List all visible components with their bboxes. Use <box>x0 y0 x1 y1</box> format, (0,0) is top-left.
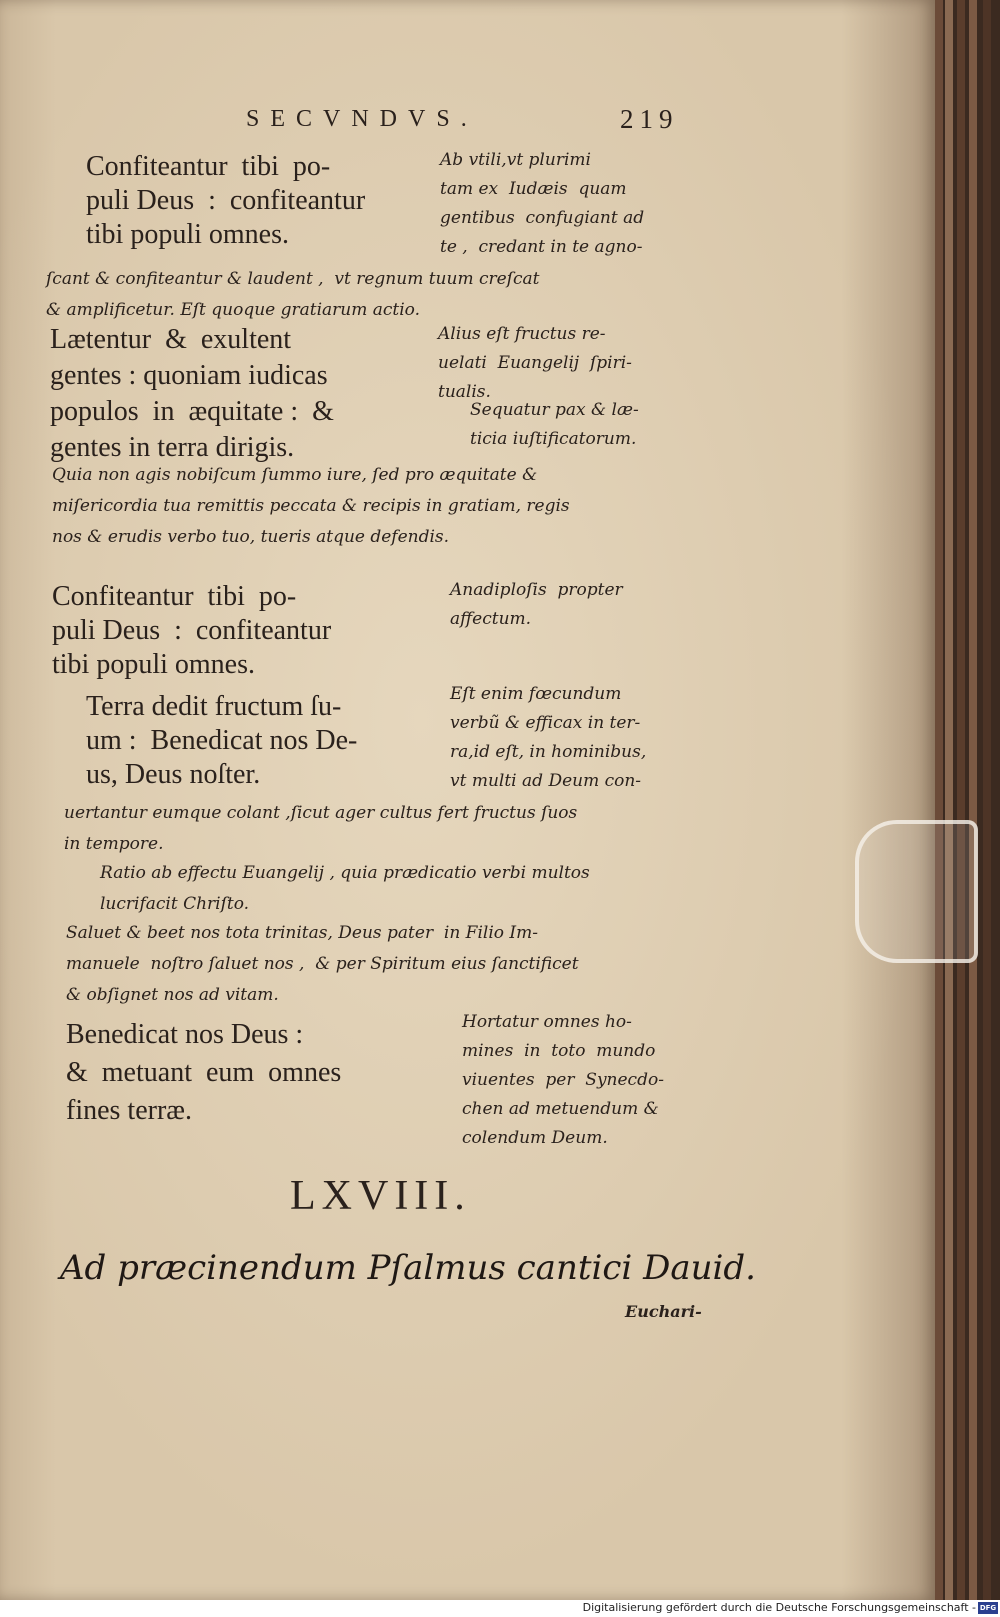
funding-credit: Digitalisierung gefördert durch die Deutsche Forschungsgemeinschaft - <box>582 1601 976 1614</box>
verse-4-paragraph-2: Ratio ab effectu Euangelij , quia prædicatio verbi multos lucrifacit Chriſto. <box>100 863 590 914</box>
book-edge <box>983 0 991 1600</box>
verse-1-note-continued: ſcant & confiteantur & laudent , vt regnum tuum creſcat & amplificetur. Eſt quoque gratiarum actio. <box>46 269 540 320</box>
page-number: 219 <box>620 104 679 134</box>
running-title: SECVNDVS. <box>246 106 478 132</box>
dfg-logo: DFG <box>979 1604 997 1612</box>
catchword: Euchari- <box>625 1302 702 1321</box>
verse-3-text: Confiteantur tibi po- puli Deus : confiteantur tibi populi omnes. <box>52 581 332 680</box>
verse-2-note-continued: Quia non agis nobiſcum ſummo iure, ſed pro æquitate & miſericordia tua remittis peccata & recipis in gratiam, regis nos & erudis verbo tuo, tueris atque defendis. <box>52 465 570 547</box>
page-clip <box>855 820 978 963</box>
verse-4-paragraph-3: Saluet & beet nos tota trinitas, Deus pater in Filio Im- manuele noſtro ſaluet nos , & per Spiritum eius ſanctificet & obſignet nos ad vitam. <box>66 923 579 1005</box>
book-edge <box>969 0 977 1600</box>
verse-1-text: Confiteantur tibi po- puli Deus : confiteantur tibi populi omnes. <box>86 151 366 250</box>
book-edge <box>957 0 965 1600</box>
book-edge <box>935 0 943 1600</box>
book-edge <box>945 0 953 1600</box>
verse-2-text: Lætentur & exultent gentes : quoniam iudicas populos in æquitate : & gentes in terra dirigis. <box>50 324 334 463</box>
verse-2-note-a: Alius eſt fructus re- uelati Euangelij ſpiri- tualis. <box>438 324 632 402</box>
verse-3-note: Anadiploſis propter affectum. <box>450 580 623 629</box>
verse-1-note: Ab vtili,vt plurimi tam ex Iudæis quam gentibus confugiant ad te , credant in te agno- <box>440 150 645 257</box>
verse-5-text: Benedicat nos Deus : & metuant eum omnes fines terræ. <box>66 1019 342 1126</box>
verse-4-note: Eſt enim fœcundum verbũ & efficax in ter- ra,id eſt, in hominibus, vt multi ad Deum con- <box>450 684 647 791</box>
verse-4-text: Terra dedit fructum ſu- um : Benedicat nos De- us, Deus noſter. <box>86 691 358 790</box>
psalm-number: LXVIII. <box>290 1173 471 1219</box>
psalm-title: Ad præcinendum Pſalmus cantici Dauid. <box>60 1248 756 1288</box>
verse-5-note: Hortatur omnes ho- mines in toto mundo viuentes per Synecdo- chen ad metuendum & colendum Deum. <box>462 1012 664 1148</box>
verse-2-note-b: Sequatur pax & læ- ticia iuſtificatorum. <box>470 400 639 449</box>
verse-4-note-continued: uertantur eumque colant ,ſicut ager cultus fert fructus ſuos in tempore. <box>64 803 578 854</box>
